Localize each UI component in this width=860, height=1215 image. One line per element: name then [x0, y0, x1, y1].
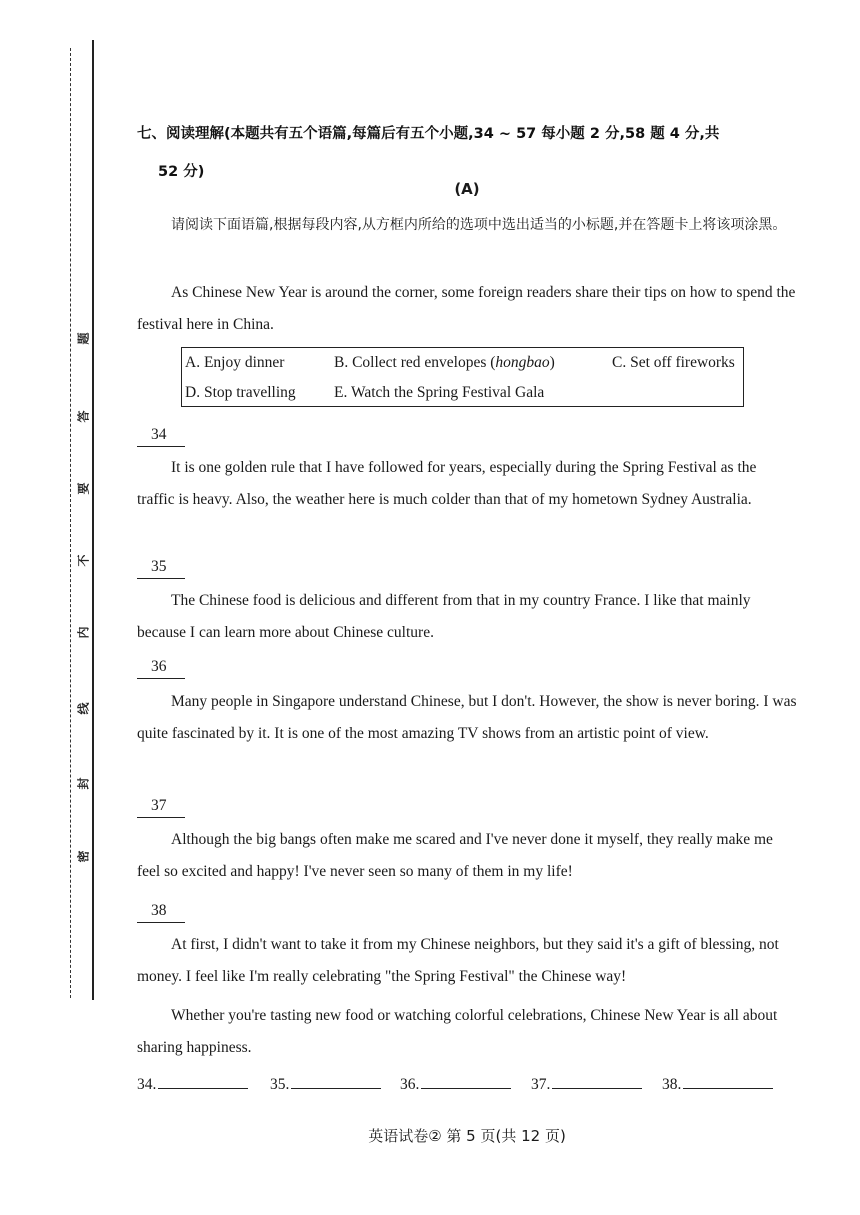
seal-char: 密 [76, 850, 91, 863]
seal-char: 答 [76, 410, 91, 423]
question-number: 34 [137, 424, 185, 447]
question-paragraph: It is one golden rule that I have followed for years, especially during the Spring Festival as the traffic is heavy. Also, the weather here is much colder than that of my hometown Sydney Australia. [137, 459, 757, 508]
binding-dashed-line [70, 48, 71, 998]
question-paragraph: The Chinese food is delicious and different from that in my country France. I like that mainly because I can learn more about Chinese culture. [137, 592, 751, 641]
passage-label: (A) [454, 180, 480, 198]
page-footer: 英语试卷② 第 5 页(共 12 页) [368, 1127, 566, 1145]
binding-solid-line [92, 40, 94, 1000]
question-paragraph: Many people in Singapore understand Chinese, but I don't. However, the show is never boring. I was quite fascinated by it. It is one of the most amazing TV shows from an artistic point of view. [137, 693, 797, 742]
answer-row [137, 1072, 797, 1096]
question-number: 35 [137, 556, 185, 579]
question-paragraph: At first, I didn't want to take it from my Chinese neighbors, but they said it's a gift of blessing, not money. I feel like I'm really celebrating "the Spring Festival" the Chinese way! [137, 936, 779, 985]
seal-char: 不 [76, 554, 91, 567]
seal-char: 要 [76, 482, 91, 495]
answer-blank[interactable]: 36. [400, 1072, 511, 1094]
options-box [181, 347, 744, 407]
seal-char: 封 [76, 777, 91, 790]
answer-blank[interactable]: 38. [662, 1072, 773, 1094]
intro-paragraph: As Chinese New Year is around the corner, some foreign readers share their tips on how to spend the festival here in China. [137, 284, 796, 333]
seal-char: 题 [76, 332, 91, 345]
answer-blank[interactable]: 34. [137, 1072, 248, 1094]
question-paragraph: Although the big bangs often make me scared and I've never done it myself, they really make me feel so excited and happy! I've never seen so many of them in my life! [137, 831, 773, 880]
section-heading-line1: 七、阅读理解(本题共有五个语篇,每篇后有五个小题,34 ~ 57 每小题 2 分,58 题 4 分,共 [137, 126, 720, 142]
closing-paragraph: Whether you're tasting new food or watching colorful celebrations, Chinese New Year is all about sharing happiness. [137, 1007, 778, 1056]
option-e: E. Watch the Spring Festival Gala [334, 384, 545, 401]
seal-char: 内 [76, 626, 91, 639]
seal-char: 线 [76, 702, 91, 715]
option-b: B. Collect red envelopes (hongbao) [334, 354, 555, 371]
answer-blank[interactable]: 37. [531, 1072, 642, 1094]
question-number: 36 [137, 656, 185, 679]
option-c: C. Set off fireworks [612, 354, 735, 371]
option-d: D. Stop travelling [185, 384, 296, 401]
option-a: A. Enjoy dinner [185, 354, 285, 371]
section-heading-line2: 52 分) [158, 164, 205, 180]
instructions: 请阅读下面语篇,根据每段内容,从方框内所给的选项中选出适当的小标题,并在答题卡上将该项涂黑。 [171, 217, 787, 233]
question-number: 37 [137, 795, 185, 818]
answer-blank[interactable]: 35. [270, 1072, 381, 1094]
question-number: 38 [137, 900, 185, 923]
